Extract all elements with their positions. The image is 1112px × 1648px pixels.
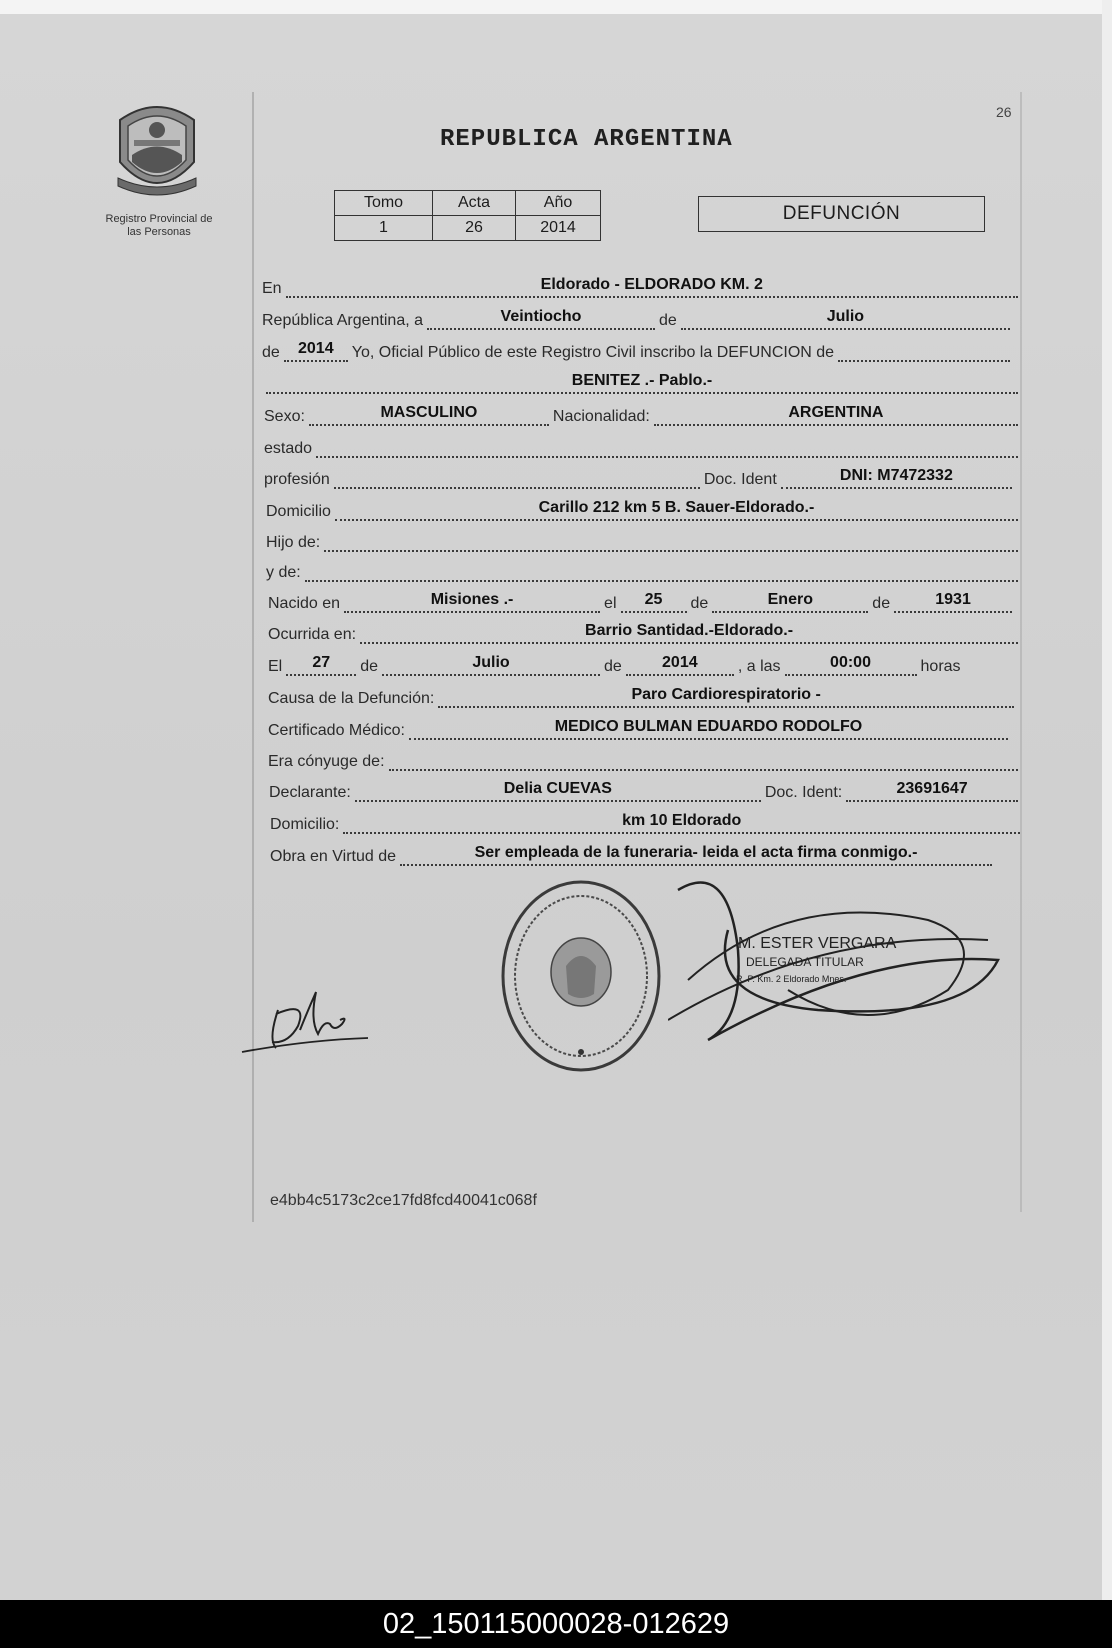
value-lugar: Eldorado - ELDORADO KM. 2: [286, 276, 1018, 298]
line-nacimiento: [268, 591, 1016, 613]
book-value-anio: 2014: [516, 216, 601, 241]
officer-name-text: M. ESTER VERGARA: [738, 935, 897, 952]
line-declarante: [269, 780, 1022, 802]
line-fecha-hora: [268, 654, 1022, 676]
label-de-nac-2: de: [872, 595, 891, 612]
label-republica: República Argentina, a: [262, 312, 423, 329]
page-top-edge: [0, 0, 1112, 14]
label-profesion: profesión: [264, 471, 330, 488]
value-ocurrida-en: Barrio Santidad.-Eldorado.-: [360, 622, 1018, 644]
book-reference-table: [334, 190, 601, 241]
value-fallec-mes: Julio: [382, 654, 600, 676]
scan-id-bar: 02_150115000028-012629: [0, 1600, 1112, 1648]
value-nacido-dia: 25: [621, 591, 687, 613]
value-doc-ident: DNI: M7472332: [781, 467, 1012, 489]
officer-office-text: R. P. Km. 2 Eldorado Mnes.: [736, 974, 847, 984]
line-y-de: [266, 560, 1022, 582]
label-de: de: [659, 312, 677, 329]
value-nacido-mes: Enero: [712, 591, 868, 613]
value-nombre: BENITEZ .- Pablo.-: [266, 372, 1018, 394]
value-fallec-anio: 2014: [626, 654, 734, 676]
label-horas: horas: [920, 658, 961, 675]
value-y-de: [305, 560, 1018, 582]
value-hijo-de: [324, 530, 1018, 552]
value-fallec-hora: 00:00: [785, 654, 917, 676]
value-certificado: MEDICO BULMAN EDUARDO RODOLFO: [409, 718, 1008, 740]
line-obra-en-virtud: [270, 844, 996, 866]
declarant-signature: [238, 980, 378, 1060]
value-continuation: [838, 340, 1010, 362]
value-declarante: Delia CUEVAS: [355, 780, 761, 802]
value-obra-en-virtud: Ser empleada de la funeraria- leida el acta firma conmigo.-: [400, 844, 992, 866]
book-value-tomo: 1: [335, 216, 433, 241]
page-title: REPUBLICA ARGENTINA: [440, 126, 733, 153]
line-certificado: [268, 718, 1012, 740]
book-value-acta: 26: [433, 216, 516, 241]
line-anio-oficial: [262, 340, 1014, 362]
book-header-anio: Año: [516, 191, 601, 216]
label-de-fal-2: de: [604, 658, 622, 675]
label-nacionalidad: Nacionalidad:: [552, 408, 650, 425]
line-lugar: [262, 276, 1022, 298]
right-margin-line: [1020, 92, 1022, 1212]
value-fallec-dia: 27: [286, 654, 356, 676]
label-ocurrida-en: Ocurrida en:: [268, 626, 357, 643]
line-hijo-de: [266, 530, 1022, 552]
line-declarante-domicilio: [270, 812, 1024, 834]
value-nacionalidad: ARGENTINA: [654, 404, 1018, 426]
line-fecha-inscripcion: [262, 308, 1014, 330]
page-right-edge: [1102, 0, 1112, 1600]
provincial-crest-logo: [112, 100, 202, 200]
label-de-2: de: [262, 344, 280, 361]
value-profesion: [334, 467, 700, 489]
label-de-fal-1: de: [360, 658, 379, 675]
line-profesion-doc: [264, 467, 1016, 489]
label-declarante: Declarante:: [269, 784, 351, 801]
document-hash: e4bb4c5173c2ce17fd8fcd40041c068f: [270, 1192, 537, 1209]
label-hijo-de: Hijo de:: [266, 534, 321, 551]
label-conyuge: Era cónyuge de:: [268, 753, 385, 770]
value-dia-letras: Veintiocho: [427, 308, 655, 330]
registry-caption-line2: las Personas: [127, 226, 191, 238]
label-doc-ident: Doc. Ident: [703, 471, 777, 488]
book-table-value-row: [335, 216, 601, 241]
value-estado: [316, 436, 1018, 458]
label-el: el: [604, 595, 617, 612]
record-type-box: DEFUNCIÓN: [698, 196, 985, 232]
label-causa: Causa de la Defunción:: [268, 690, 435, 707]
value-causa: Paro Cardiorespiratorio -: [438, 686, 1014, 708]
label-y-de: y de:: [266, 564, 301, 581]
label-a-las: , a las: [737, 658, 781, 675]
book-table-header-row: [335, 191, 601, 216]
value-declarante-domicilio: km 10 Eldorado: [343, 812, 1020, 834]
label-yo-oficial: Yo, Oficial Público de este Registro Civil inscribo la DEFUNCION de: [351, 344, 835, 361]
value-domicilio: Carillo 212 km 5 B. Sauer-Eldorado.-: [335, 499, 1018, 521]
line-nombre: [262, 372, 1022, 394]
registry-caption-line1: Registro Provincial de: [105, 213, 213, 225]
value-declarante-doc: 23691647: [846, 780, 1018, 802]
book-header-tomo: Tomo: [335, 191, 433, 216]
page-number: 26: [996, 104, 1012, 120]
officer-title-text: DELEGADA TITULAR: [746, 955, 864, 969]
line-causa: [268, 686, 1018, 708]
officer-signature: [668, 870, 1008, 1060]
label-de-nac-1: de: [690, 595, 709, 612]
book-header-acta: Acta: [433, 191, 516, 216]
label-doc-ident-declarante: Doc. Ident:: [764, 784, 843, 801]
label-el-cap: El: [268, 658, 283, 675]
label-domicilio: Domicilio: [266, 503, 331, 520]
label-sexo: Sexo:: [264, 408, 305, 425]
value-sexo: MASCULINO: [309, 404, 549, 426]
value-anio: 2014: [284, 340, 348, 362]
label-domicilio-declarante: Domicilio:: [270, 816, 340, 833]
label-certificado: Certificado Médico:: [268, 722, 405, 739]
value-nacido-en: Misiones .-: [344, 591, 600, 613]
label-obra: Obra en Virtud de: [270, 848, 397, 865]
line-conyuge: [268, 749, 1022, 771]
value-conyuge: [389, 749, 1018, 771]
registry-caption: [86, 213, 232, 239]
value-nacido-anio: 1931: [894, 591, 1012, 613]
value-mes: Julio: [681, 308, 1010, 330]
line-estado: [264, 436, 1022, 458]
label-en: En: [262, 280, 282, 297]
line-domicilio: [266, 499, 1022, 521]
label-estado: estado: [264, 440, 313, 457]
line-sexo-nacionalidad: [264, 404, 1022, 426]
label-nacido-en: Nacido en: [268, 595, 341, 612]
official-stamp: [496, 876, 666, 1076]
line-ocurrida-en: [268, 622, 1022, 644]
